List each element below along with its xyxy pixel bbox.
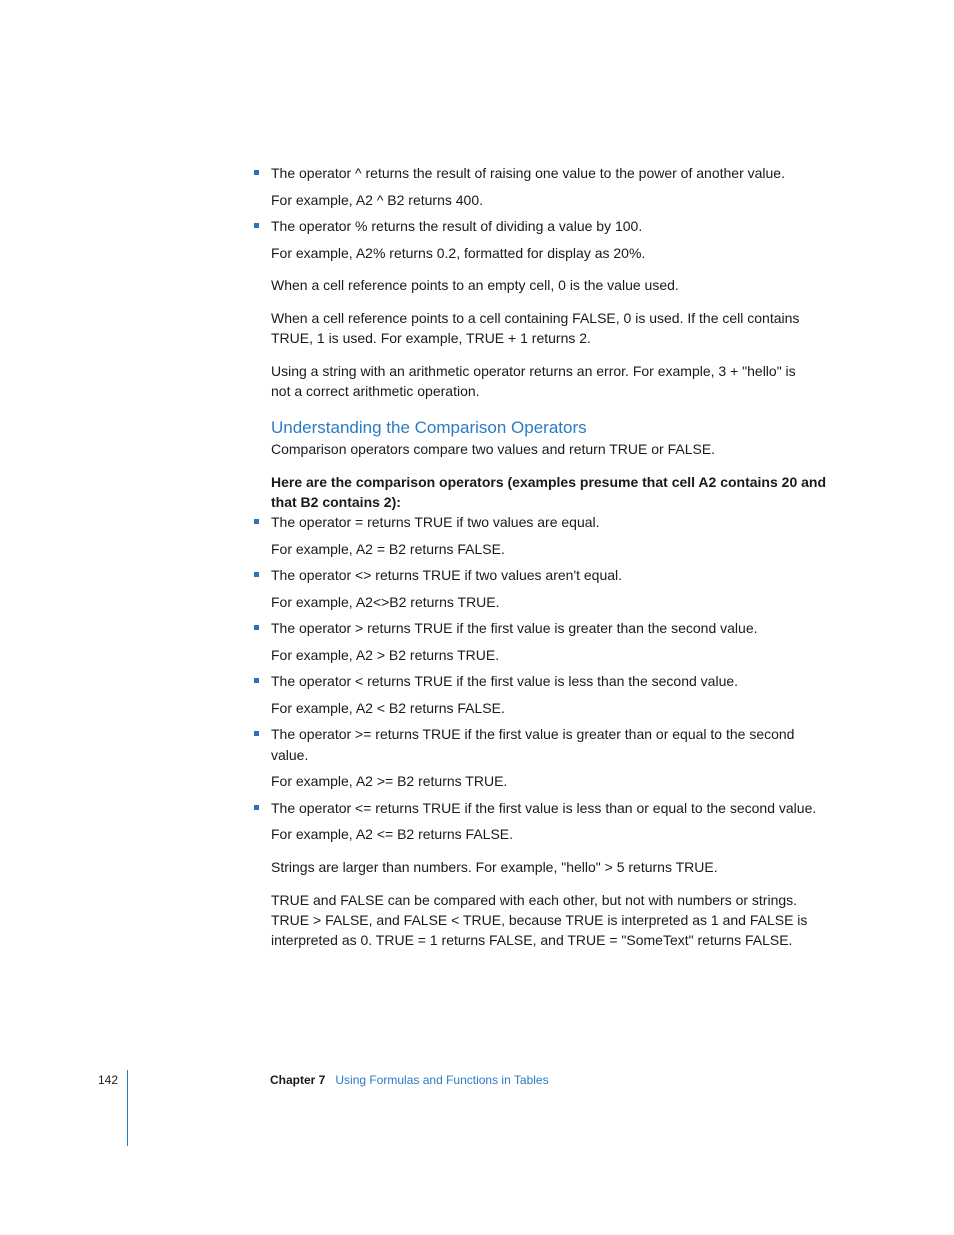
bullet-marker [254, 223, 259, 228]
example-text: For example, A2 <= B2 returns FALSE. [271, 826, 514, 842]
example-text: For example, A2 < B2 returns FALSE. [271, 700, 505, 716]
bullet-marker [254, 572, 259, 577]
section-heading: Understanding the Comparison Operators [271, 418, 587, 437]
bullet-text: The operator >= returns TRUE if the first value is greater than or equal to the second [271, 726, 795, 742]
bullet-text: The operator < returns TRUE if the first value is less than the second value. [271, 673, 739, 689]
example-text: For example, A2<>B2 returns TRUE. [271, 594, 500, 610]
example-text: For example, A2 > B2 returns TRUE. [271, 647, 500, 663]
lead-in-text: that B2 contains 2): [271, 494, 401, 510]
bullet-marker [254, 170, 259, 175]
footer-chapter [270, 1072, 549, 1088]
paragraph: interpreted as 0. TRUE = 1 returns FALSE, and TRUE = "SomeText" returns FALSE. [271, 932, 793, 948]
bullet-text: The operator <> returns TRUE if two values aren't equal. [271, 567, 623, 583]
example-text: For example, A2 ^ B2 returns 400. [271, 192, 484, 208]
bullet-marker [254, 519, 259, 524]
bullet-text: The operator % returns the result of dividing a value by 100. [271, 218, 643, 234]
example-text: For example, A2 >= B2 returns TRUE. [271, 773, 508, 789]
footer-divider [127, 1070, 128, 1146]
bullet-text: The operator = returns TRUE if two values are equal. [271, 514, 600, 530]
page-number: 142 [98, 1073, 119, 1087]
paragraph: Strings are larger than numbers. For example, "hello" > 5 returns TRUE. [271, 859, 718, 875]
bullet-marker [254, 625, 259, 630]
paragraph: When a cell reference points to an empty cell, 0 is the value used. [271, 277, 679, 293]
bullet-marker [254, 805, 259, 810]
paragraph: TRUE > FALSE, and FALSE < TRUE, because TRUE is interpreted as 1 and FALSE is [271, 912, 808, 928]
bullet-text: The operator ^ returns the result of raising one value to the power of another value. [271, 165, 785, 181]
bullet-text: The operator > returns TRUE if the first value is greater than the second value. [271, 620, 758, 636]
bullet-text: value. [271, 747, 309, 763]
bullet-marker [254, 678, 259, 683]
paragraph: When a cell reference points to a cell containing FALSE, 0 is used. If the cell contains [271, 310, 800, 326]
paragraph: Using a string with an arithmetic operator returns an error. For example, 3 + "hello" is [271, 363, 796, 379]
paragraph: not a correct arithmetic operation. [271, 383, 480, 399]
paragraph: TRUE, 1 is used. For example, TRUE + 1 returns 2. [271, 330, 591, 346]
lead-in-text: Here are the comparison operators (examples presume that cell A2 contains 20 and [271, 474, 827, 490]
chapter-title-link[interactable]: Using Formulas and Functions in Tables [335, 1073, 549, 1087]
example-text: For example, A2% returns 0.2, formatted for display as 20%. [271, 245, 646, 261]
example-text: For example, A2 = B2 returns FALSE. [271, 541, 505, 557]
chapter-label: Chapter 7 [270, 1073, 326, 1087]
intro-paragraph: Comparison operators compare two values and return TRUE or FALSE. [271, 441, 716, 457]
bullet-marker [254, 731, 259, 736]
bullet-text: The operator <= returns TRUE if the first value is less than or equal to the second value. [271, 800, 817, 816]
paragraph: TRUE and FALSE can be compared with each other, but not with numbers or strings. [271, 892, 798, 908]
